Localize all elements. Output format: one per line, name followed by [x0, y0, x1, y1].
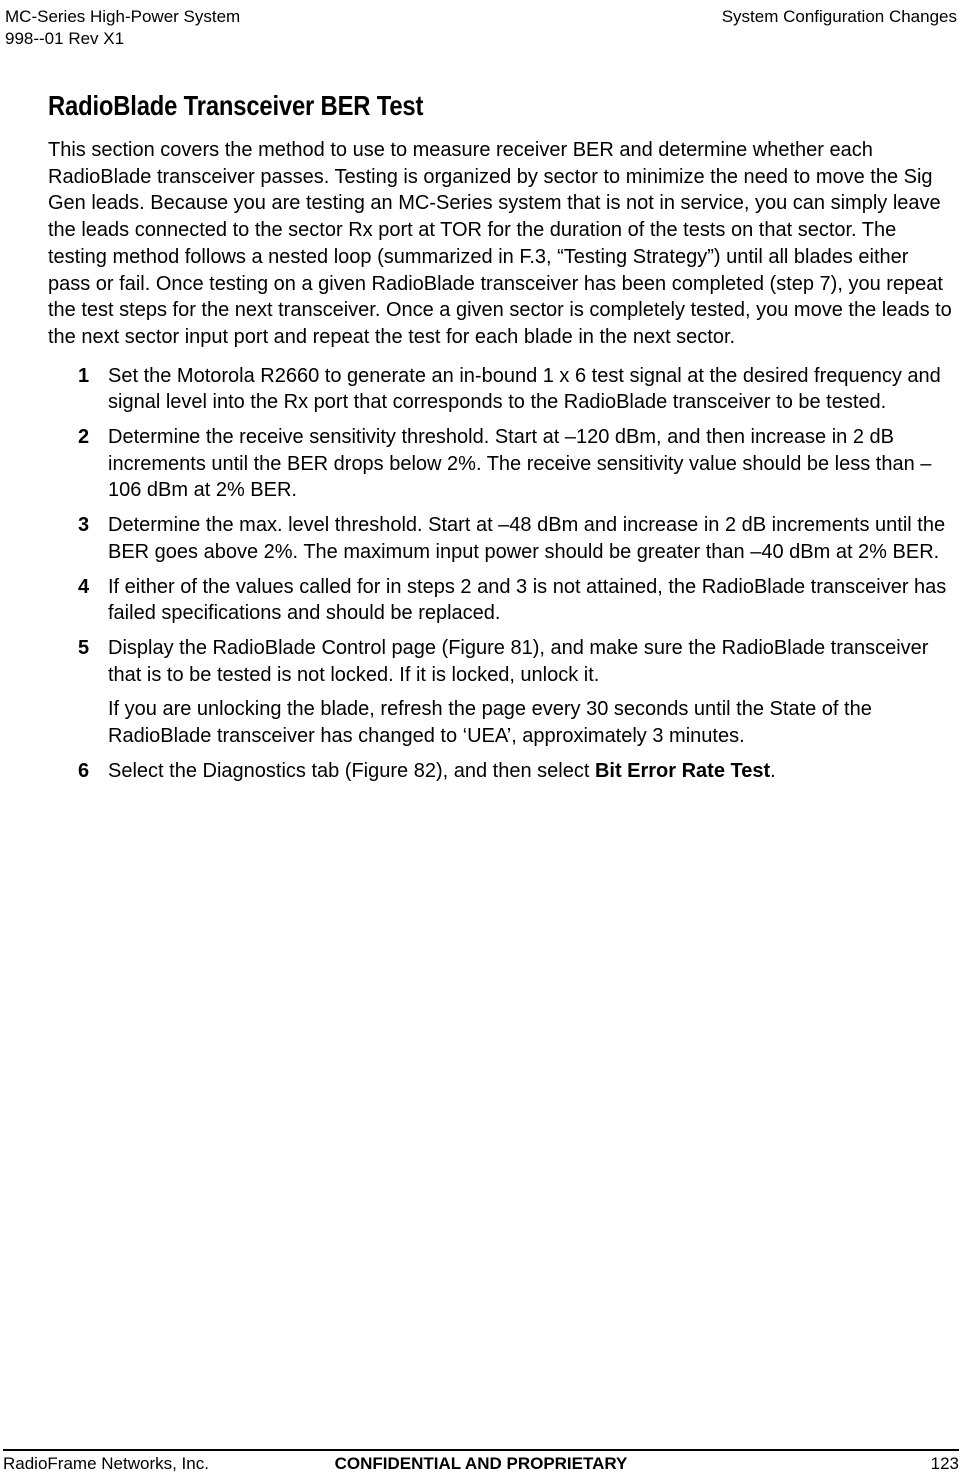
step-text-bold: Bit Error Rate Test — [594, 759, 771, 782]
step-body — [108, 635, 954, 750]
steps-list — [48, 363, 954, 785]
step-text: Determine the receive sensitivity threshold. Start at –120 dBm, and then increase in 2 dB increments until the BER drops below 2%. The receive sensitivity value should be less than –106 dBm at 2% BER. — [108, 426, 932, 502]
step-body — [108, 363, 954, 416]
intro-paragraph: This section covers the method to use to measure receiver BER and determine whether each RadioBlade transceiver passes. Testing is organized by sector to minimize the need to move the Sig Gen leads. Because you are testing an MC-Series system that is not in service, you can simply leave the leads connected to the sector Rx port at TOR for the duration of the tests on that sector. The testing method follows a nested loop (summarized in F.3, “Testing Strategy”) until all blades either pass or fail. Once testing on a given RadioBlade transceiver has been completed (step 7), you repeat the test steps for the next transceiver. Once a given sector is completely tested, you move the leads to the next sector input port and repeat the test for each blade in the next sector. — [48, 139, 952, 348]
step-text-prefix: Select the Diagnostics tab (Figure 82), and then select — [108, 759, 595, 782]
section-title-text: RadioBlade Transceiver BER Test — [48, 90, 424, 121]
step-number: 1 — [78, 364, 90, 387]
step-number: 4 — [78, 575, 90, 598]
page-header — [5, 6, 957, 50]
step-number: 6 — [78, 759, 90, 782]
step-body — [108, 424, 954, 504]
footer-confidentiality: CONFIDENTIAL AND PROPRIETARY — [334, 1454, 628, 1473]
section-title — [48, 90, 954, 122]
footer-page-number: 123 — [930, 1454, 959, 1473]
step-text-suffix: . — [770, 759, 776, 782]
footer-company: RadioFrame Networks, Inc. — [3, 1454, 209, 1473]
step-number: 5 — [78, 636, 90, 659]
step-item-1 — [48, 363, 954, 416]
step-item-3 — [48, 512, 954, 565]
step-item-2 — [48, 424, 954, 504]
step-body — [108, 758, 954, 785]
header-doc-revision: 998--01 Rev X1 — [5, 29, 125, 48]
step-text: Determine the max. level threshold. Start at –48 dBm and increase in 2 dB increments until the BER goes above 2%. The maximum input power should be greater than –40 dBm at 2% BER. — [108, 514, 946, 563]
step-text: If either of the values called for in steps 2 and 3 is not attained, the RadioBlade transceiver has failed specifications and should be replaced. — [108, 575, 947, 625]
header-section-name: System Configuration Changes — [721, 7, 957, 26]
step-note-text: If you are unlocking the blade, refresh the page every 30 seconds until the State of the RadioBlade transceiver has changed to ‘UEA’, approximately 3 minutes. — [108, 698, 872, 748]
step-body — [108, 512, 954, 565]
page-footer — [3, 1449, 959, 1474]
step-text — [108, 758, 954, 785]
step-number: 2 — [78, 426, 90, 449]
step-number: 3 — [78, 514, 90, 537]
content-area — [48, 90, 954, 792]
step-body — [108, 574, 954, 627]
header-product-title: MC-Series High-Power System — [5, 7, 241, 26]
step-text: Set the Motorola R2660 to generate an in-bound 1 x 6 test signal at the desired frequency and signal level into the Rx port that corresponds to the RadioBlade transceiver to be tested. — [108, 364, 941, 414]
step-text: Display the RadioBlade Control page (Figure 81), and make sure the RadioBlade transceiver that is to be tested is not locked. If it is locked, unlock it. — [108, 636, 929, 686]
step-item-4 — [48, 574, 954, 627]
step-item-5 — [48, 635, 954, 750]
step-item-6 — [48, 758, 954, 785]
header-left-block — [5, 6, 240, 50]
